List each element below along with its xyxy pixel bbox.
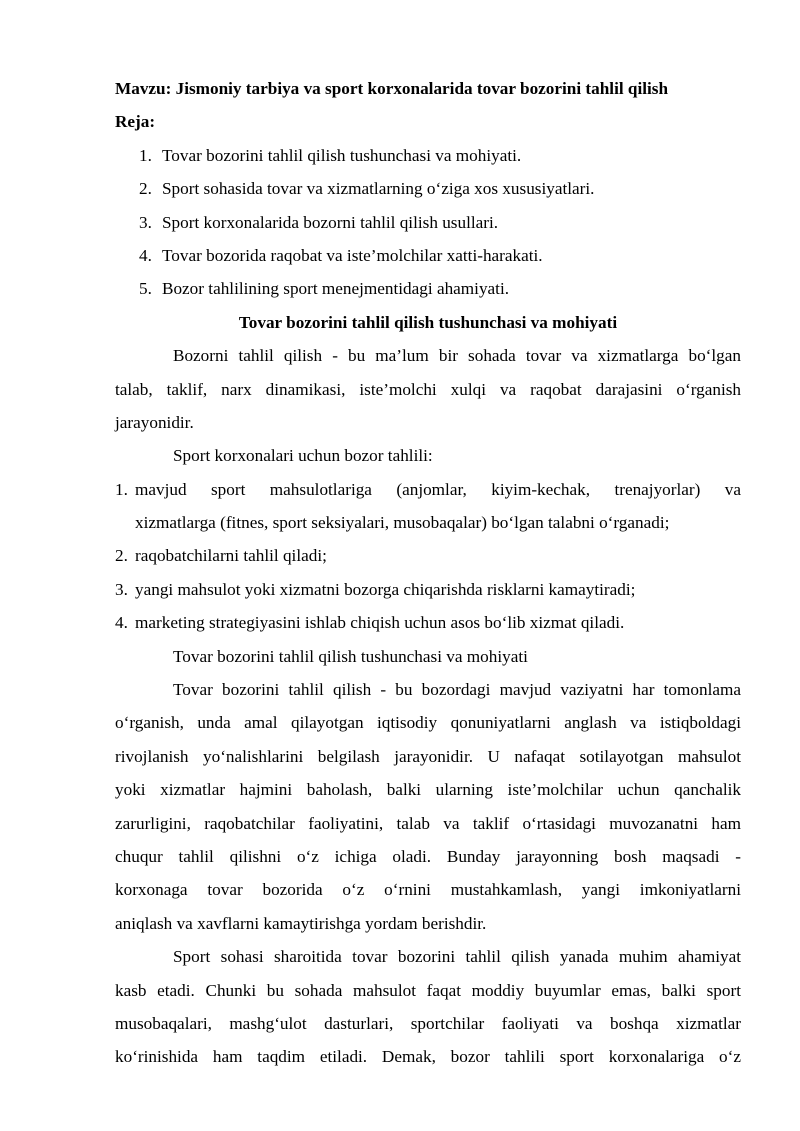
list-item-number: 3. [115, 579, 128, 599]
list-item [115, 473, 741, 506]
list-item [115, 573, 741, 606]
paragraph-line: aniqlash va xavflarni kamaytirishga yordam berishdir. [115, 913, 487, 933]
paragraph-line: korxonaga tovar bozorida o‘z o‘rnini mustahkamlash, yangi imkoniyatlarni [115, 880, 741, 900]
plan-item-number: 4. [139, 245, 152, 265]
list-item-number: 2. [115, 546, 128, 566]
paragraph-line: zarurligini, raqobatchilar faoliyatini, talab va taklif o‘rtasidagi muvozanatni ham [115, 813, 741, 833]
plan-label: Reja: [115, 112, 156, 132]
list-item [115, 539, 741, 572]
document-page [115, 72, 741, 1074]
paragraph-line: kasb etadi. Chunki bu sohada mahsulot faqat moddiy buyumlar emas, balki sport [115, 980, 741, 1000]
numbered-list [115, 473, 741, 640]
list-item [115, 606, 741, 639]
plan-item-text: Tovar bozorida raqobat va iste’molchilar xatti-harakati. [162, 245, 543, 265]
paragraph-line: musobaqalari, mashg‘ulot dasturlari, sportchilar faoliyati va boshqa xizmatlar [115, 1013, 741, 1033]
plan-item-text: Bozor tahlilining sport menejmentidagi ahamiyati. [162, 279, 510, 299]
paragraph-line: yoki xizmatlar hajmini baholash, balki ularning iste’molchilar uchun qanchalik [115, 780, 741, 800]
list-intro: Sport korxonalari uchun bozor tahlili: [173, 446, 433, 466]
plan-list [115, 139, 741, 306]
paragraph-line: Sport sohasi sharoitida tovar bozorini tahlil qilish yanada muhim ahamiyat [173, 947, 741, 967]
plan-item [115, 172, 741, 205]
plan-item [115, 139, 741, 172]
list-item-number: 1. [115, 479, 128, 499]
paragraph-3 [115, 673, 741, 940]
list-item-text: mavjud sport mahsulotlariga (anjomlar, kiyim-kechak, trenajyorlar) va [135, 479, 741, 499]
plan-item-number: 3. [139, 212, 152, 232]
paragraph-line: Tovar bozorini tahlil qilish - bu bozordagi mavjud vaziyatni har tomonlama [173, 680, 741, 700]
paragraph-line: talab, taklif, narx dinamikasi, iste’molchi xulqi va raqobat darajasini o‘rganish [115, 379, 741, 399]
paragraph-line: Bozorni tahlil qilish - bu ma’lum bir sohada tovar va xizmatlarga bo‘lgan [173, 346, 741, 366]
plan-item-text: Tovar bozorini tahlil qilish tushunchasi va mohiyati. [162, 145, 522, 165]
plan-item [115, 206, 741, 239]
sub-heading: Tovar bozorini tahlil qilish tushunchasi va mohiyati [173, 646, 528, 666]
list-item-text: raqobatchilarni tahlil qiladi; [135, 546, 327, 566]
paragraph-line: ko‘rinishida ham taqdim etiladi. Demak, bozor tahlili sport korxonalariga o‘z [115, 1047, 741, 1067]
paragraph-1 [115, 339, 741, 439]
list-item-number: 4. [115, 613, 128, 633]
list-item-continuation: xizmatlarga (fitnes, sport seksiyalari, musobaqalar) bo‘lgan talabni o‘rganadi; [135, 513, 670, 533]
list-item-text: marketing strategiyasini ishlab chiqish uchun asos bo‘lib xizmat qiladi. [135, 613, 625, 633]
plan-item-number: 1. [139, 145, 152, 165]
plan-item-number: 2. [139, 179, 152, 199]
document-title: Mavzu: Jismoniy tarbiya va sport korxonalarida tovar bozorini tahlil qilish [115, 79, 669, 98]
list-item-text: yangi mahsulot yoki xizmatni bozorga chiqarishda risklarni kamaytiradi; [135, 579, 636, 599]
paragraph-line: rivojlanish yo‘nalishlarini belgilash jarayonidir. U nafaqat sotilayotgan mahsulot [115, 746, 741, 766]
paragraph-line: o‘rganish, unda amal qilayotgan iqtisodiy qonuniyatlarni anglash va istiqboldagi [115, 713, 741, 733]
plan-item-number: 5. [139, 279, 152, 299]
plan-item-text: Sport korxonalarida bozorni tahlil qilish usullari. [162, 212, 499, 232]
plan-item [115, 239, 741, 272]
paragraph-line: jarayonidir. [115, 412, 194, 432]
paragraph-4 [115, 940, 741, 1074]
plan-item-text: Sport sohasida tovar va xizmatlarning o‘ziga xos xususiyatlari. [162, 179, 595, 199]
section-heading: Tovar bozorini tahlil qilish tushunchasi va mohiyati [238, 312, 618, 332]
paragraph-line: chuqur tahlil qilishni o‘z ichiga oladi. Bunday jarayonning bosh maqsadi - [115, 846, 741, 866]
plan-item [115, 272, 741, 305]
